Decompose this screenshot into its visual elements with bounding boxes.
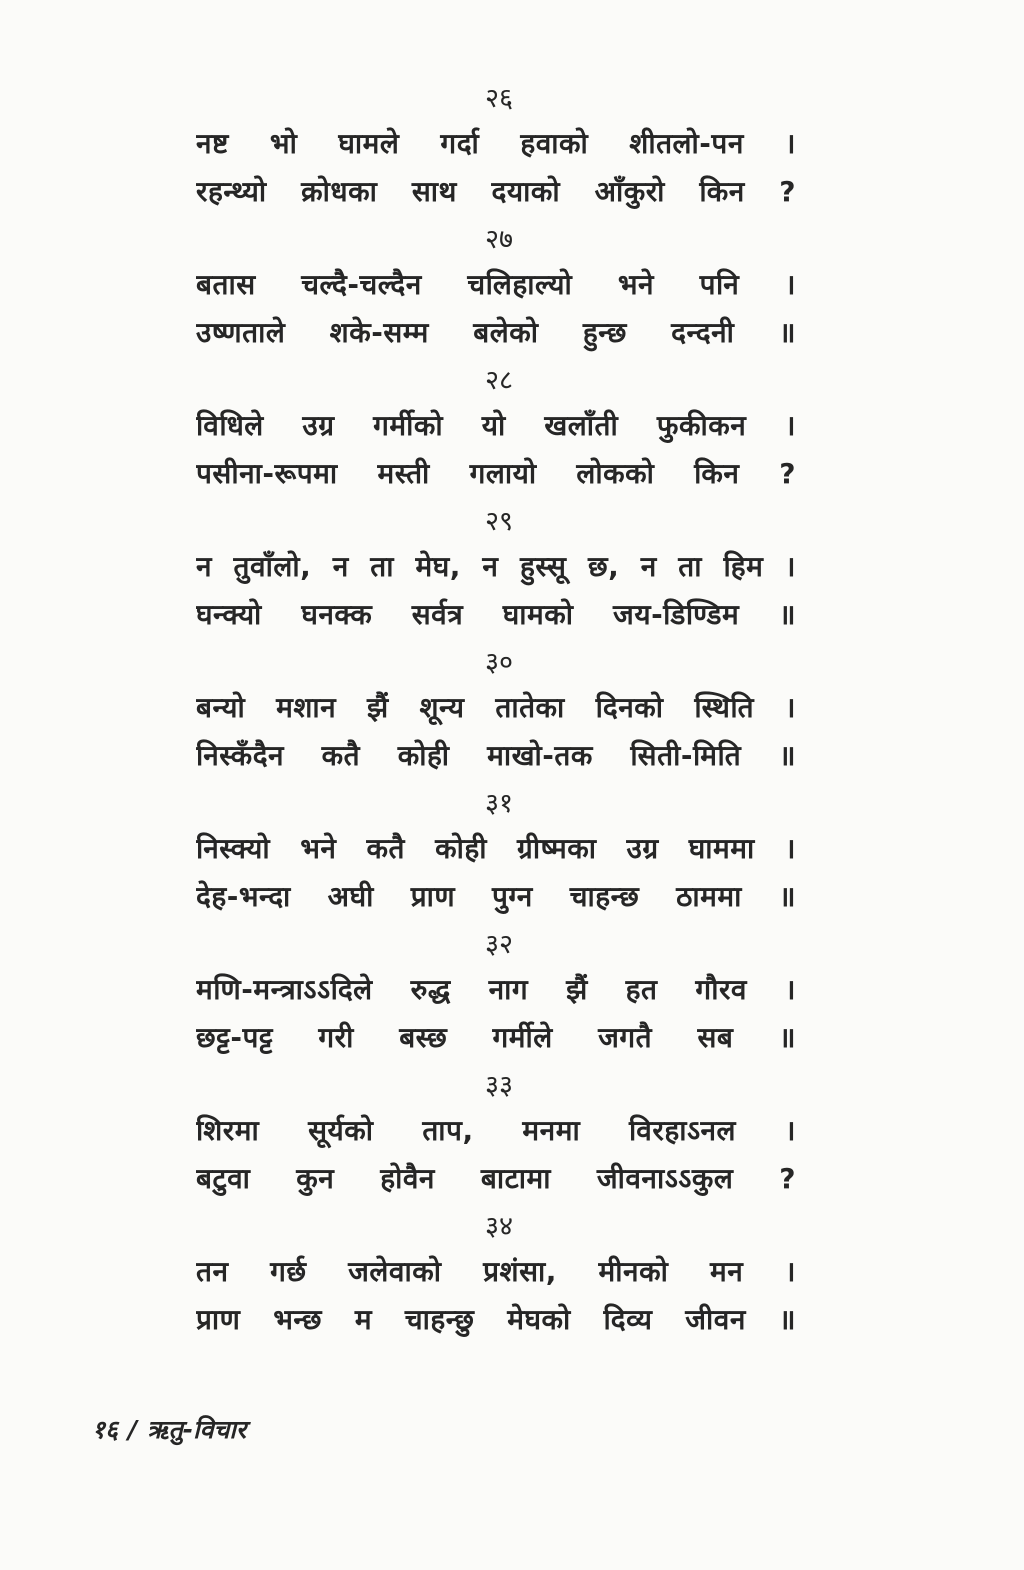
verse-number: ३२ — [484, 929, 514, 960]
verse-line: निस्क्यो भने कतै कोही ग्रीष्मका उग्र घाममा । — [196, 832, 796, 865]
stanza — [196, 783, 796, 924]
page-footer — [92, 1410, 246, 1450]
verse-line: उष्णताले शके-सम्म बलेको हुन्छ दन्दनी ॥ — [196, 316, 796, 349]
verse-number: २८ — [484, 365, 514, 396]
verse-line: तन गर्छ जलेवाको प्रशंसा, मीनको मन । — [196, 1255, 796, 1288]
footer-separator: / — [128, 1415, 138, 1444]
verse-line: बन्यो मशान झैं शून्य तातेका दिनको स्थिति । — [196, 691, 796, 724]
verse-line: निस्कँदैन कतै कोही माखो-तक सिती-मिति ॥ — [196, 739, 796, 772]
stanza — [196, 1065, 796, 1206]
verse-number: ३३ — [484, 1070, 514, 1101]
verse-line: मणि-मन्त्राऽऽदिले रुद्ध नाग झैं हत गौरव । — [196, 973, 796, 1006]
stanza — [196, 924, 796, 1065]
verse-line: प्राण भन्छ म चाहन्छु मेघको दिव्य जीवन ॥ — [196, 1303, 796, 1336]
verse-line: बटुवा कुन होवैन बाटामा जीवनाऽऽकुल ? — [196, 1162, 796, 1195]
stanza — [196, 219, 796, 360]
stanza — [196, 501, 796, 642]
verse-line: देह-भन्दा अघी प्राण पुग्न चाहन्छ ठाममा ॥ — [196, 880, 796, 913]
verse-line: बतास चल्दै-चल्दैन चलिहाल्यो भने पनि । — [196, 268, 796, 301]
verse-line: रहन्थ्यो क्रोधका साथ दयाको आँकुरो किन ? — [196, 175, 796, 208]
verse-line: शिरमा सूर्यको ताप, मनमा विरहाऽनल । — [196, 1114, 796, 1147]
verse-line: घन्क्यो घनक्क सर्वत्र घामको जय-डिण्डिम ॥ — [196, 598, 796, 631]
stanza — [196, 360, 796, 501]
stanza — [196, 78, 796, 219]
book-title: ऋतु-विचार — [147, 1415, 247, 1444]
verse-number: २७ — [484, 224, 514, 255]
verse-number: २९ — [484, 506, 514, 537]
page-number: १६ — [92, 1415, 119, 1444]
verse-number: ३४ — [484, 1211, 514, 1242]
verse-line: विधिले उग्र गर्मीको यो खलाँती फुकीकन । — [196, 409, 796, 442]
stanza — [196, 642, 796, 783]
poem-body — [196, 78, 796, 1347]
verse-line: पसीना-रूपमा मस्ती गलायो लोकको किन ? — [196, 457, 796, 490]
verse-number: २६ — [484, 83, 514, 114]
verse-number: ३० — [484, 647, 514, 678]
verse-line: छट्ट-पट्ट गरी बस्छ गर्मीले जगतै सब ॥ — [196, 1021, 796, 1054]
verse-number: ३१ — [484, 788, 514, 819]
verse-line: नष्ट भो घामले गर्दा हवाको शीतलो-पन । — [196, 127, 796, 160]
verse-line: न तुवाँलो, न ता मेघ, न हुस्सू छ, न ता हिम । — [196, 550, 796, 583]
stanza — [196, 1206, 796, 1347]
